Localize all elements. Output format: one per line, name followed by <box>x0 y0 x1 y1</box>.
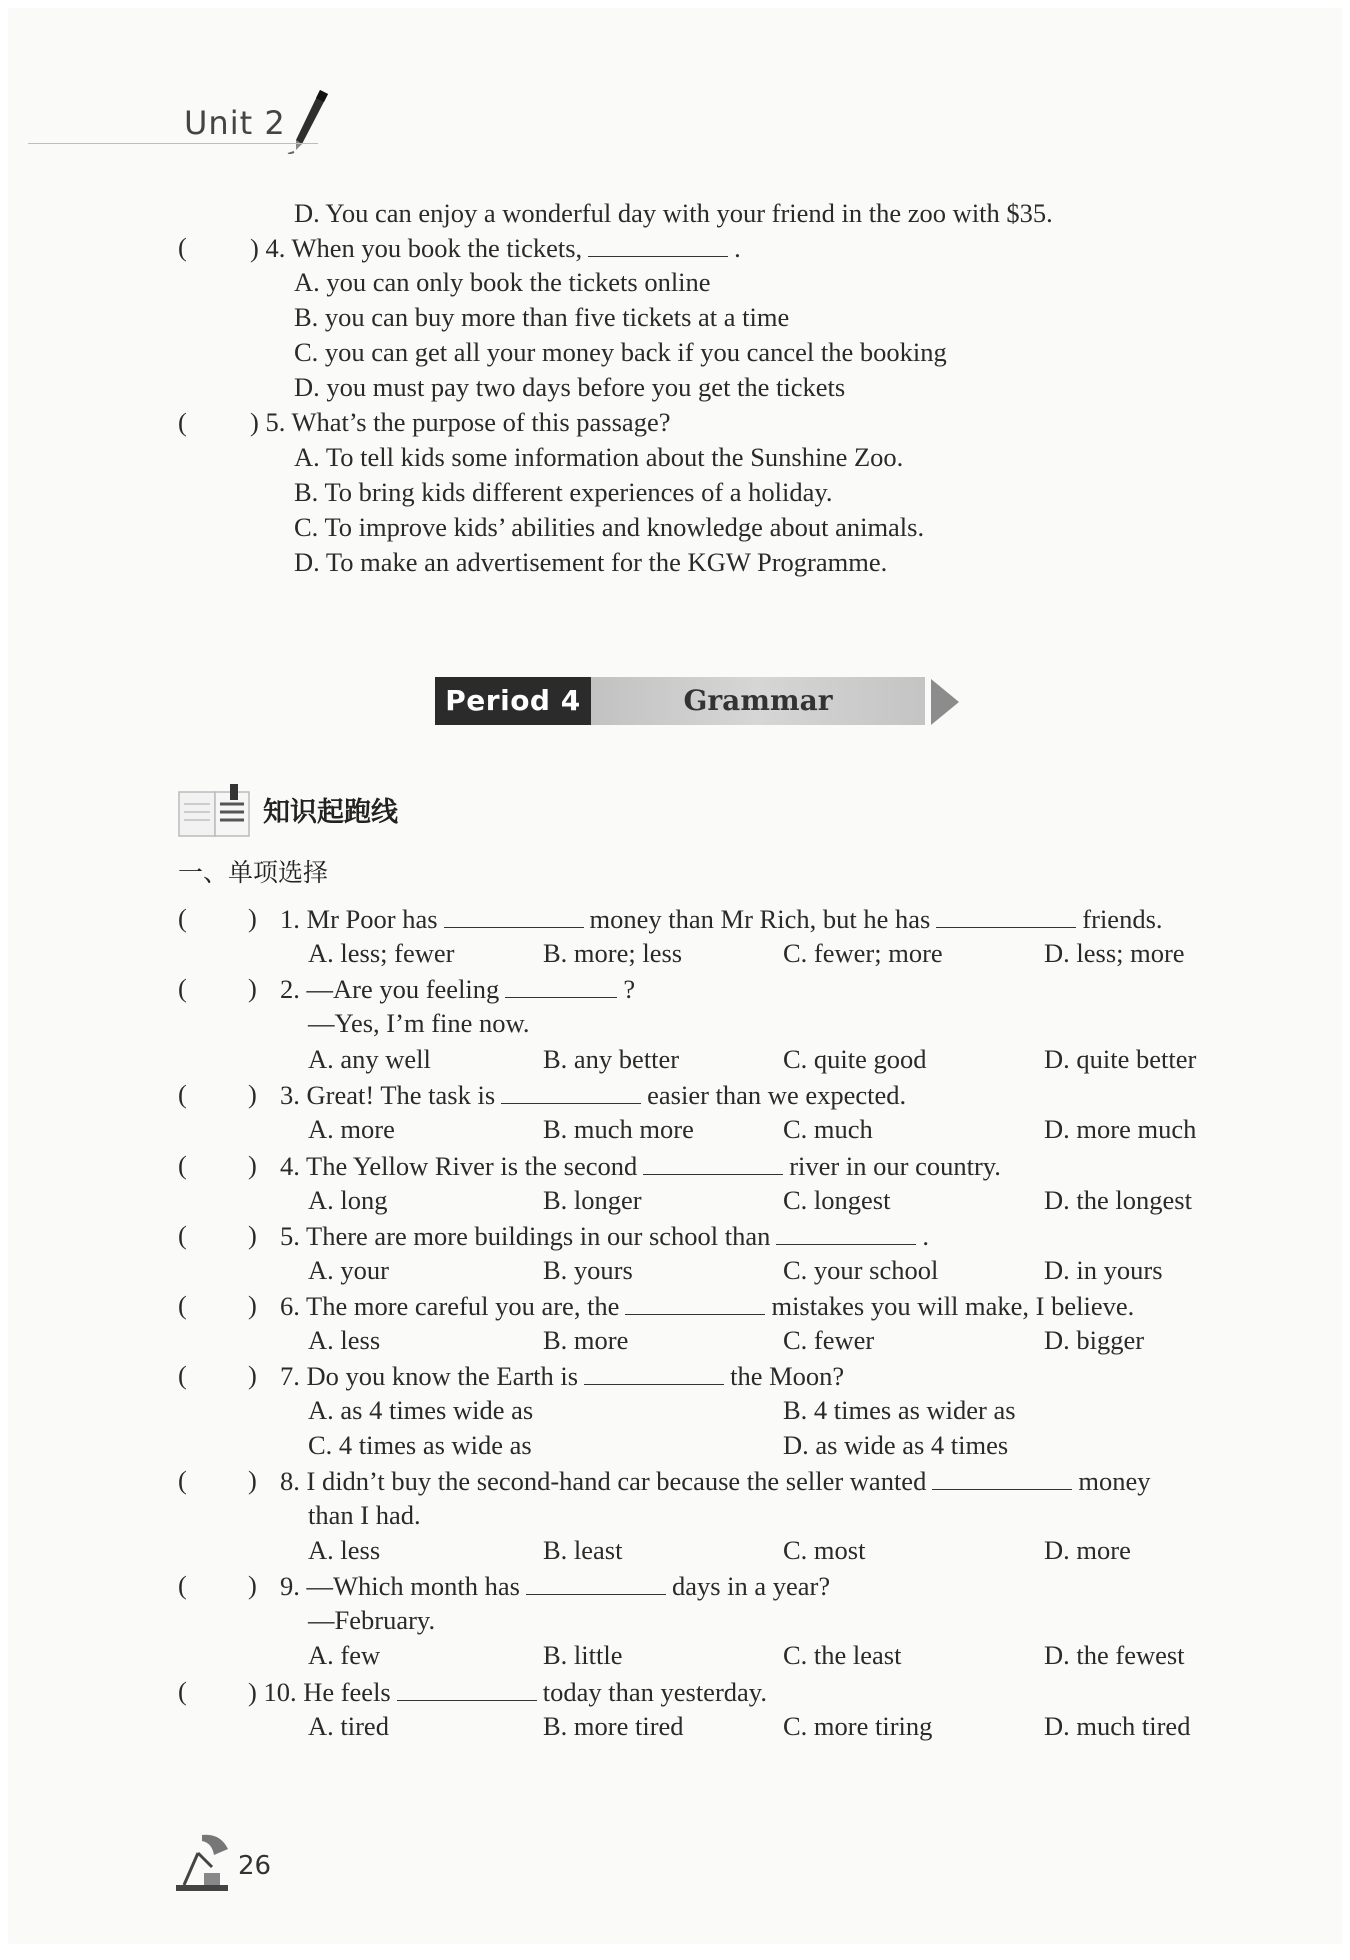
option: B. more tired <box>543 1711 684 1741</box>
stem-part: money <box>1078 1466 1151 1496</box>
option: A. any well <box>308 1044 431 1074</box>
stem-part: today than yesterday. <box>542 1677 767 1707</box>
answer-blank[interactable] <box>526 1568 666 1595</box>
option: A. tired <box>308 1711 389 1741</box>
option: D. To make an advertisement for the KGW Programme. <box>294 547 888 577</box>
stem-part: money than Mr Rich, but he has <box>589 904 931 934</box>
stem-part: river in our country. <box>789 1151 1001 1181</box>
page-number: 26 <box>238 1851 272 1881</box>
answer-paren-close: ) <box>248 1570 257 1600</box>
answer-paren[interactable]: ( <box>178 407 187 437</box>
option: B. any better <box>543 1044 680 1074</box>
option: D. as wide as 4 times <box>783 1430 1009 1460</box>
option: C. 4 times as wide as <box>308 1430 532 1460</box>
answer-paren[interactable]: ( <box>178 903 187 933</box>
question-stem <box>280 1568 830 1603</box>
question-stem <box>280 1077 906 1112</box>
option: A. your <box>308 1255 389 1285</box>
option: A. as 4 times wide as <box>308 1395 534 1425</box>
answer-paren[interactable]: ( <box>178 1465 187 1495</box>
option: A. less <box>308 1325 381 1355</box>
stem-part: 7. Do you know the Earth is <box>280 1361 579 1391</box>
answer-paren-close: ) <box>248 1150 257 1180</box>
option: B. yours <box>543 1255 633 1285</box>
option: D. bigger <box>1044 1325 1145 1355</box>
header-rule <box>28 143 318 144</box>
question-stem <box>280 1218 929 1253</box>
workbook-page <box>8 8 1342 1944</box>
stem-part: friends. <box>1082 904 1163 934</box>
question-stem <box>280 1358 844 1393</box>
answer-paren-close: ) <box>248 973 257 1003</box>
option: D. less; more <box>1044 938 1185 968</box>
option: B. little <box>543 1640 623 1670</box>
option: C. To improve kids’ abilities and knowledge about animals. <box>294 512 925 542</box>
answer-paren[interactable]: ( <box>178 1079 187 1109</box>
answer-blank[interactable] <box>584 1358 724 1385</box>
arrow-right-icon <box>931 679 961 725</box>
stem-part: ) 10. He feels <box>248 1677 391 1707</box>
stem-part: . <box>922 1221 930 1251</box>
answer-paren-close: ) <box>248 1220 257 1250</box>
answer-paren[interactable]: ( <box>178 1676 187 1706</box>
question-stem <box>248 1674 767 1709</box>
option: C. most <box>783 1535 866 1565</box>
answer-paren-close: ) <box>248 1360 257 1390</box>
answer-blank[interactable] <box>625 1288 765 1315</box>
period-topic: Grammar <box>591 677 925 725</box>
option: B. you can buy more than five tickets at a time <box>294 302 790 332</box>
option: B. 4 times as wider as <box>783 1395 1016 1425</box>
desk-lamp-icon <box>174 1831 232 1893</box>
option: B. longer <box>543 1185 642 1215</box>
answer-blank[interactable] <box>505 971 617 998</box>
answer-blank[interactable] <box>397 1674 537 1701</box>
dialogue-reply: —February. <box>308 1605 436 1635</box>
stem-part: 9. —Which month has <box>280 1571 520 1601</box>
option: B. more; less <box>543 938 683 968</box>
answer-blank[interactable] <box>588 230 728 257</box>
answer-paren[interactable]: ( <box>178 1150 187 1180</box>
section-title: 知识起跑线 <box>263 797 398 828</box>
question-stem-end: . <box>734 233 741 263</box>
option: D. in yours <box>1044 1255 1163 1285</box>
stem-part: days in a year? <box>671 1571 831 1601</box>
option: C. you can get all your money back if you cancel the booking <box>294 337 947 367</box>
option: D. more <box>1044 1535 1131 1565</box>
option: B. much more <box>543 1114 694 1144</box>
book-icon <box>178 784 252 840</box>
answer-blank[interactable] <box>936 901 1076 928</box>
option: C. fewer <box>783 1325 875 1355</box>
answer-blank[interactable] <box>444 901 584 928</box>
stem-part: 4. The Yellow River is the second <box>280 1151 638 1181</box>
question-stem <box>280 1148 1001 1183</box>
answer-paren[interactable]: ( <box>178 232 187 262</box>
option: C. more tiring <box>783 1711 933 1741</box>
answer-paren[interactable]: ( <box>178 1360 187 1390</box>
option: C. quite good <box>783 1044 927 1074</box>
stem-part: 3. Great! The task is <box>280 1080 496 1110</box>
answer-blank[interactable] <box>501 1077 641 1104</box>
stem-part: mistakes you will make, I believe. <box>771 1291 1135 1321</box>
question-stem <box>280 1288 1134 1323</box>
option: C. the least <box>783 1640 902 1670</box>
question-stem <box>250 230 741 265</box>
option: C. fewer; more <box>783 938 943 968</box>
stem-part: 8. I didn’t buy the second-hand car because the seller wanted <box>280 1466 927 1496</box>
page-header <box>28 88 1318 150</box>
period-banner <box>435 677 965 727</box>
pen-icon <box>284 88 334 154</box>
option: C. much <box>783 1114 873 1144</box>
option: A. few <box>308 1640 381 1670</box>
option: B. To bring kids different experiences of a holiday. <box>294 477 833 507</box>
stem-part: 2. —Are you feeling <box>280 974 500 1004</box>
answer-blank[interactable] <box>932 1463 1072 1490</box>
option: D. the fewest <box>1044 1640 1185 1670</box>
option: C. longest <box>783 1185 891 1215</box>
question-stem-continued: than I had. <box>308 1500 421 1530</box>
stem-part: easier than we expected. <box>647 1080 907 1110</box>
option: C. your school <box>783 1255 939 1285</box>
question-stem-text: ) 4. When you book the tickets, <box>250 233 583 263</box>
question-stem <box>280 971 635 1006</box>
answer-blank[interactable] <box>643 1148 783 1175</box>
option: B. least <box>543 1535 623 1565</box>
period-label: Period 4 <box>435 677 591 725</box>
question-stem: ) 5. What’s the purpose of this passage? <box>250 407 671 437</box>
dialogue-reply: —Yes, I’m fine now. <box>308 1008 530 1038</box>
option: D. you must pay two days before you get the tickets <box>294 372 846 402</box>
stem-part: the Moon? <box>730 1361 845 1391</box>
stem-part: 5. There are more buildings in our school than <box>280 1221 771 1251</box>
answer-paren[interactable]: ( <box>178 1220 187 1250</box>
answer-blank[interactable] <box>776 1218 916 1245</box>
stem-part: 1. Mr Poor has <box>280 904 438 934</box>
option: D. the longest <box>1044 1185 1192 1215</box>
option: A. long <box>308 1185 388 1215</box>
question-stem <box>280 1463 1150 1498</box>
option: A. more <box>308 1114 395 1144</box>
stem-part: ? <box>623 974 636 1004</box>
answer-paren[interactable]: ( <box>178 1290 187 1320</box>
option: A. less <box>308 1535 381 1565</box>
answer-paren-close: ) <box>248 1290 257 1320</box>
answer-paren-close: ) <box>248 903 257 933</box>
option: A. To tell kids some information about the Sunshine Zoo. <box>294 442 904 472</box>
option: D. much tired <box>1044 1711 1191 1741</box>
option: D. more much <box>1044 1114 1197 1144</box>
answer-paren-close: ) <box>248 1465 257 1495</box>
q3-option-d: D. You can enjoy a wonderful day with your friend in the zoo with $35. <box>294 198 1053 228</box>
answer-paren[interactable]: ( <box>178 973 187 1003</box>
option: A. you can only book the tickets online <box>294 267 711 297</box>
section-subtitle: 一、单项选择 <box>178 858 329 887</box>
option: A. less; fewer <box>308 938 455 968</box>
question-stem <box>280 901 1163 936</box>
unit-title: Unit 2 <box>184 104 286 142</box>
stem-part: 6. The more careful you are, the <box>280 1291 620 1321</box>
option: D. quite better <box>1044 1044 1197 1074</box>
option: B. more <box>543 1325 629 1355</box>
answer-paren-close: ) <box>248 1079 257 1109</box>
answer-paren[interactable]: ( <box>178 1570 187 1600</box>
